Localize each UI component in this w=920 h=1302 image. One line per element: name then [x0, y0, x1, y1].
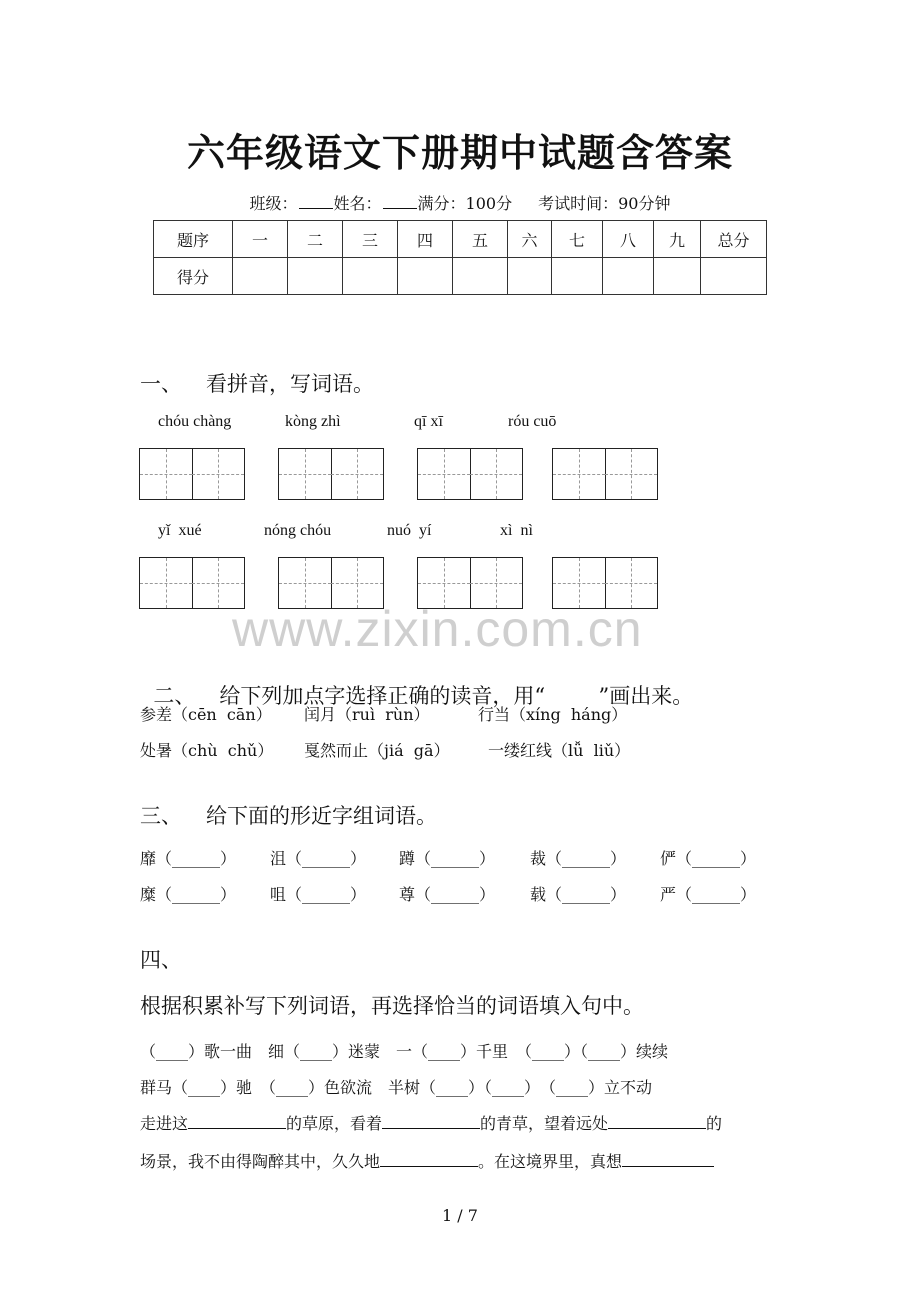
watermark: www.zixin.com.cn: [232, 601, 643, 657]
word-blank[interactable]: 沮（______）: [270, 849, 367, 868]
section4-title: 根据积累补写下列词语，再选择恰当的词语填入句中。: [140, 994, 644, 1018]
writing-grid[interactable]: [278, 448, 384, 500]
word-blank[interactable]: 咀（______）: [270, 885, 367, 904]
word-blank[interactable]: 糜（______）: [140, 885, 237, 904]
class-blank[interactable]: [299, 194, 333, 209]
exam-meta: [0, 191, 920, 214]
word-blank[interactable]: 载（______）: [530, 885, 627, 904]
score-cell[interactable]: [398, 258, 453, 295]
pinyin-label: nóng chóu: [264, 522, 332, 539]
idiom-fill-line[interactable]: 群马（____）驰 （____）色欲流 半树（____）（____） （____）立不动: [140, 1078, 653, 1097]
writing-grid[interactable]: [139, 448, 245, 500]
score-cell[interactable]: [508, 258, 552, 295]
section3-number: 三、: [140, 804, 182, 828]
header-cell: 八: [603, 221, 654, 258]
reading-choice[interactable]: 闰月（ruì rùn）: [304, 705, 430, 724]
full-score: 满分：100分: [417, 194, 513, 213]
class-label: 班级：: [249, 194, 298, 213]
reading-choice[interactable]: 处暑（chù chǔ）: [140, 741, 274, 760]
score-cell[interactable]: [654, 258, 701, 295]
score-header-row: [154, 221, 767, 258]
section2-number: 二、: [153, 684, 196, 708]
word-blank[interactable]: 俨（______）: [660, 849, 757, 868]
reading-choice[interactable]: 一缕红线（lǚ liǔ）: [488, 741, 631, 760]
sentence-text: 的青草，望着远处: [480, 1114, 609, 1133]
reading-choice[interactable]: 戛然而止（jiá gā）: [304, 741, 450, 760]
sentence-text: 的: [706, 1114, 723, 1133]
reading-choice[interactable]: 参差（cēn cān）: [140, 705, 272, 724]
header-cell: 九: [654, 221, 701, 258]
score-cell[interactable]: [603, 258, 654, 295]
pinyin-label: qī xī: [414, 413, 443, 430]
fill-blank[interactable]: [608, 1113, 706, 1129]
header-cell: 三: [343, 221, 398, 258]
section3-heading: [140, 800, 437, 830]
score-row: [154, 258, 767, 295]
header-cell: 七: [552, 221, 603, 258]
idiom-fill-line[interactable]: （____）歌一曲 细（____）迷蒙 一（____）千里 （____）（____）续续: [140, 1042, 669, 1061]
sentence-text: 走进这: [140, 1114, 189, 1133]
pinyin-label: xì nì: [500, 522, 533, 539]
header-cell: 一: [233, 221, 288, 258]
section1-number: 一、: [140, 372, 182, 396]
header-cell: 二: [288, 221, 343, 258]
pinyin-label: róu cuō: [508, 413, 557, 430]
writing-grid[interactable]: [552, 448, 658, 500]
pinyin-label: kòng zhì: [285, 413, 341, 430]
section1-title: 看拼音，写词语。: [206, 372, 374, 396]
fill-blank[interactable]: [380, 1151, 478, 1167]
score-cell[interactable]: [288, 258, 343, 295]
header-cell: 六: [508, 221, 552, 258]
score-cell[interactable]: [233, 258, 288, 295]
section4-number: 四、: [140, 948, 182, 972]
fill-blank[interactable]: [188, 1113, 286, 1129]
writing-grid[interactable]: [139, 557, 245, 609]
pinyin-label: yǐ xué: [158, 522, 202, 539]
score-cell[interactable]: [343, 258, 398, 295]
word-blank[interactable]: 严（______）: [660, 885, 757, 904]
sentence-text: 场景，我不由得陶醉其中，久久地: [140, 1152, 381, 1171]
sentence-text: 。在这境界里，真想: [478, 1152, 623, 1171]
word-blank[interactable]: 裁（______）: [530, 849, 627, 868]
fill-blank[interactable]: [622, 1151, 714, 1167]
word-blank[interactable]: 蹲（______）: [399, 849, 496, 868]
score-row-label: 得分: [154, 258, 233, 295]
pinyin-label: nuó yí: [387, 522, 432, 539]
page-title: 六年级语文下册期中试题含答案: [186, 130, 733, 175]
score-cell[interactable]: [453, 258, 508, 295]
pinyin-label: chóu chàng: [158, 413, 232, 430]
score-table: [153, 220, 767, 295]
word-blank[interactable]: 靡（______）: [140, 849, 237, 868]
score-cell[interactable]: [701, 258, 767, 295]
header-cell: 五: [453, 221, 508, 258]
sentence-fill-line: [140, 1149, 714, 1172]
exam-time: 考试时间：90分钟: [538, 194, 671, 213]
header-cell: 题序: [154, 221, 233, 258]
reading-choice[interactable]: 行当（xíng háng）: [478, 705, 628, 724]
word-blank[interactable]: 尊（______）: [399, 885, 496, 904]
section3-title: 给下面的形近字组词语。: [206, 804, 437, 828]
section1-heading: [140, 368, 374, 398]
fill-blank[interactable]: [382, 1113, 480, 1129]
score-cell[interactable]: [552, 258, 603, 295]
sentence-fill-line: [140, 1111, 722, 1134]
page-number: 1 / 7: [442, 1206, 478, 1225]
header-cell: 总分: [701, 221, 767, 258]
header-cell: 四: [398, 221, 453, 258]
writing-grid[interactable]: [417, 448, 523, 500]
name-label: 姓名：: [333, 194, 382, 213]
section2-title: 给下列加点字选择正确的读音，用“ ”画出来。: [219, 684, 694, 708]
name-blank[interactable]: [383, 194, 417, 209]
sentence-text: 的草原，看着: [286, 1114, 383, 1133]
